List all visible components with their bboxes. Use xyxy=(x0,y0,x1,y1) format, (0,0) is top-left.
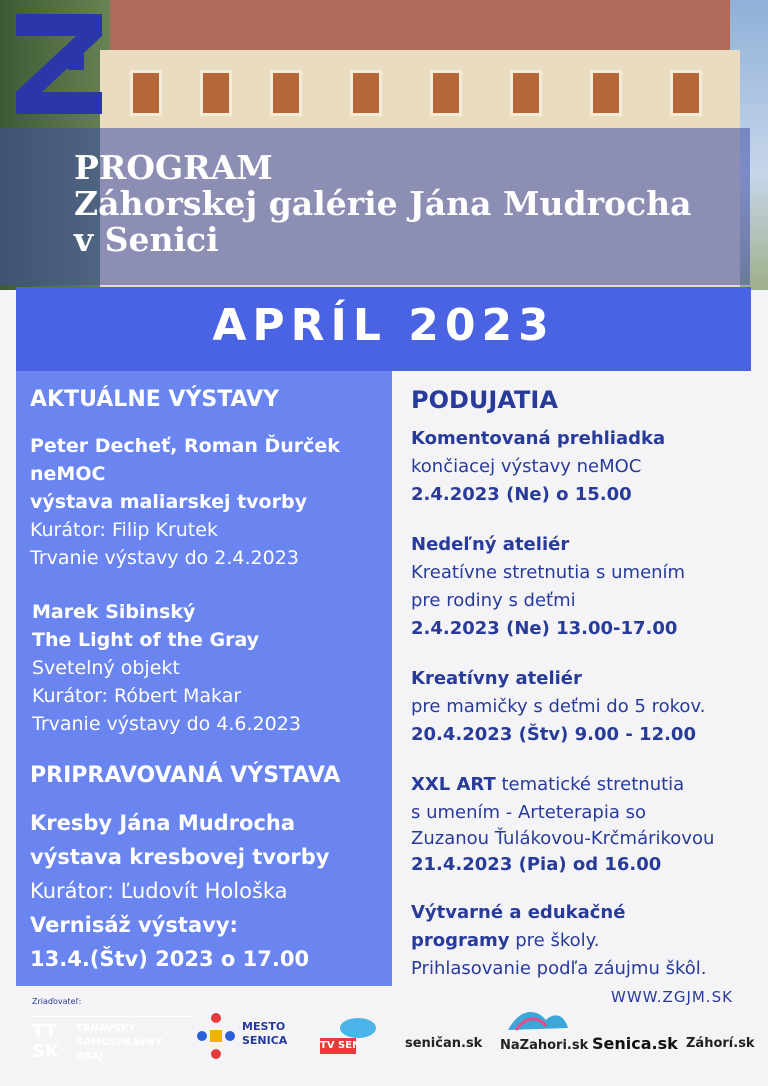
gallery-logo-icon xyxy=(16,14,102,114)
mesto-1: MESTO xyxy=(242,1020,286,1033)
page-title xyxy=(74,150,691,258)
event-1-desc: končiacej výstavy neMOC xyxy=(411,456,642,477)
exhibition-2-name: The Light of the Gray xyxy=(32,629,260,651)
event-2-desc2: pre rodiny s deťmi xyxy=(411,590,576,611)
sponsor-senican: seničan.sk xyxy=(405,1036,483,1051)
event-4-title-rest: tematické stretnutia xyxy=(495,774,685,795)
exhibition-1-name: neMOC xyxy=(30,463,106,485)
event-1-title: Komentovaná prehliadka xyxy=(411,428,666,449)
mesto-2: SENICA xyxy=(242,1034,288,1047)
event-2-desc1: Kreatívne stretnutia s umením xyxy=(411,562,686,583)
event-4-title-line xyxy=(411,774,684,795)
event-3-date: 20.4.2023 (Štv) 9.00 - 12.00 xyxy=(411,724,696,745)
event-3-desc: pre mamičky s deťmi do 5 rokov. xyxy=(411,696,706,717)
programs-note: Prihlasovanie podľa záujmu škôl. xyxy=(411,958,707,979)
upcoming-name: Kresby Jána Mudrocha xyxy=(30,811,296,835)
current-exhibitions-heading: AKTUÁLNE VÝSTAVY xyxy=(30,387,280,412)
events-heading: PODUJATIA xyxy=(411,386,558,414)
event-2-title: Nedeľný ateliér xyxy=(411,534,570,555)
exhibition-1-type: výstava maliarskej tvorby xyxy=(30,491,307,513)
divider xyxy=(32,1016,192,1017)
event-2-date: 2.4.2023 (Ne) 13.00-17.00 xyxy=(411,618,678,639)
ttsk-name-2: SAMOSPRÁVNY xyxy=(76,1037,163,1048)
sponsor-nazahori: NaZahori.sk xyxy=(500,1038,589,1053)
tv-sen-text: TV SEN xyxy=(320,1040,361,1051)
upcoming-exhibition-heading: PRIPRAVOVANÁ VÝSTAVA xyxy=(30,763,341,788)
event-4-date: 21.4.2023 (Pia) od 16.00 xyxy=(411,854,662,875)
exhibitions-panel xyxy=(16,371,392,986)
month-title: APRÍL 2023 xyxy=(212,300,555,351)
title-line-1: PROGRAM xyxy=(74,148,273,187)
upcoming-opening-date: 13.4.(Štv) 2023 o 17.00 xyxy=(30,947,310,971)
event-3-title: Kreatívny ateliér xyxy=(411,668,582,689)
exhibition-1-duration: Trvanie výstavy do 2.4.2023 xyxy=(30,547,299,569)
programs-line xyxy=(411,930,599,951)
sponsor-senica: Senica.sk xyxy=(592,1034,678,1053)
ttsk-logo: TT SK xyxy=(32,1021,59,1062)
sponsor-zahori: Záhorí.sk xyxy=(686,1036,755,1051)
event-1-date: 2.4.2023 (Ne) o 15.00 xyxy=(411,484,632,505)
title-line-2: Záhorskej galérie Jána Mudrocha xyxy=(74,184,692,223)
nazahori-wave-icon xyxy=(506,1006,570,1034)
founder-label: Zriaďovateľ: xyxy=(32,997,82,1006)
upcoming-curator: Kurátor: Ľudovít Hološka xyxy=(30,879,288,903)
mesto-senica-text xyxy=(242,1020,287,1048)
ttsk-name-1: TRNAVSKÝ xyxy=(76,1023,136,1034)
ttsk-name xyxy=(76,1022,162,1064)
event-4-title: XXL ART xyxy=(411,774,496,795)
programs-rest: pre školy. xyxy=(509,930,600,951)
upcoming-opening-label: Vernisáž výstavy: xyxy=(30,913,238,937)
exhibition-2-curator: Kurátor: Róbert Makar xyxy=(32,685,242,707)
exhibition-2-duration: Trvanie výstavy do 4.6.2023 xyxy=(32,713,301,735)
exhibition-2-artists: Marek Sibinský xyxy=(32,601,196,623)
programs-title: Výtvarné a edukačné xyxy=(411,902,626,923)
programs-title-2: programy xyxy=(411,930,510,951)
exhibition-2-type: Svetelný objekt xyxy=(32,657,180,679)
exhibition-1-artists: Peter Decheť, Roman Ďurček xyxy=(30,435,340,457)
website-link[interactable]: WWW.ZGJM.SK xyxy=(611,988,733,1006)
ttsk-name-3: KRAJ xyxy=(76,1051,103,1062)
mesto-senica-logo-icon xyxy=(194,1012,238,1060)
event-4-desc1: s umením - Arteterapia so xyxy=(411,802,646,823)
title-line-3: v Senici xyxy=(74,220,219,259)
event-4-desc2: Zuzanou Ťulákovou-Krčmárikovou xyxy=(411,828,715,849)
upcoming-type: výstava kresbovej tvorby xyxy=(30,845,330,869)
exhibition-1-curator: Kurátor: Filip Krutek xyxy=(30,519,218,541)
